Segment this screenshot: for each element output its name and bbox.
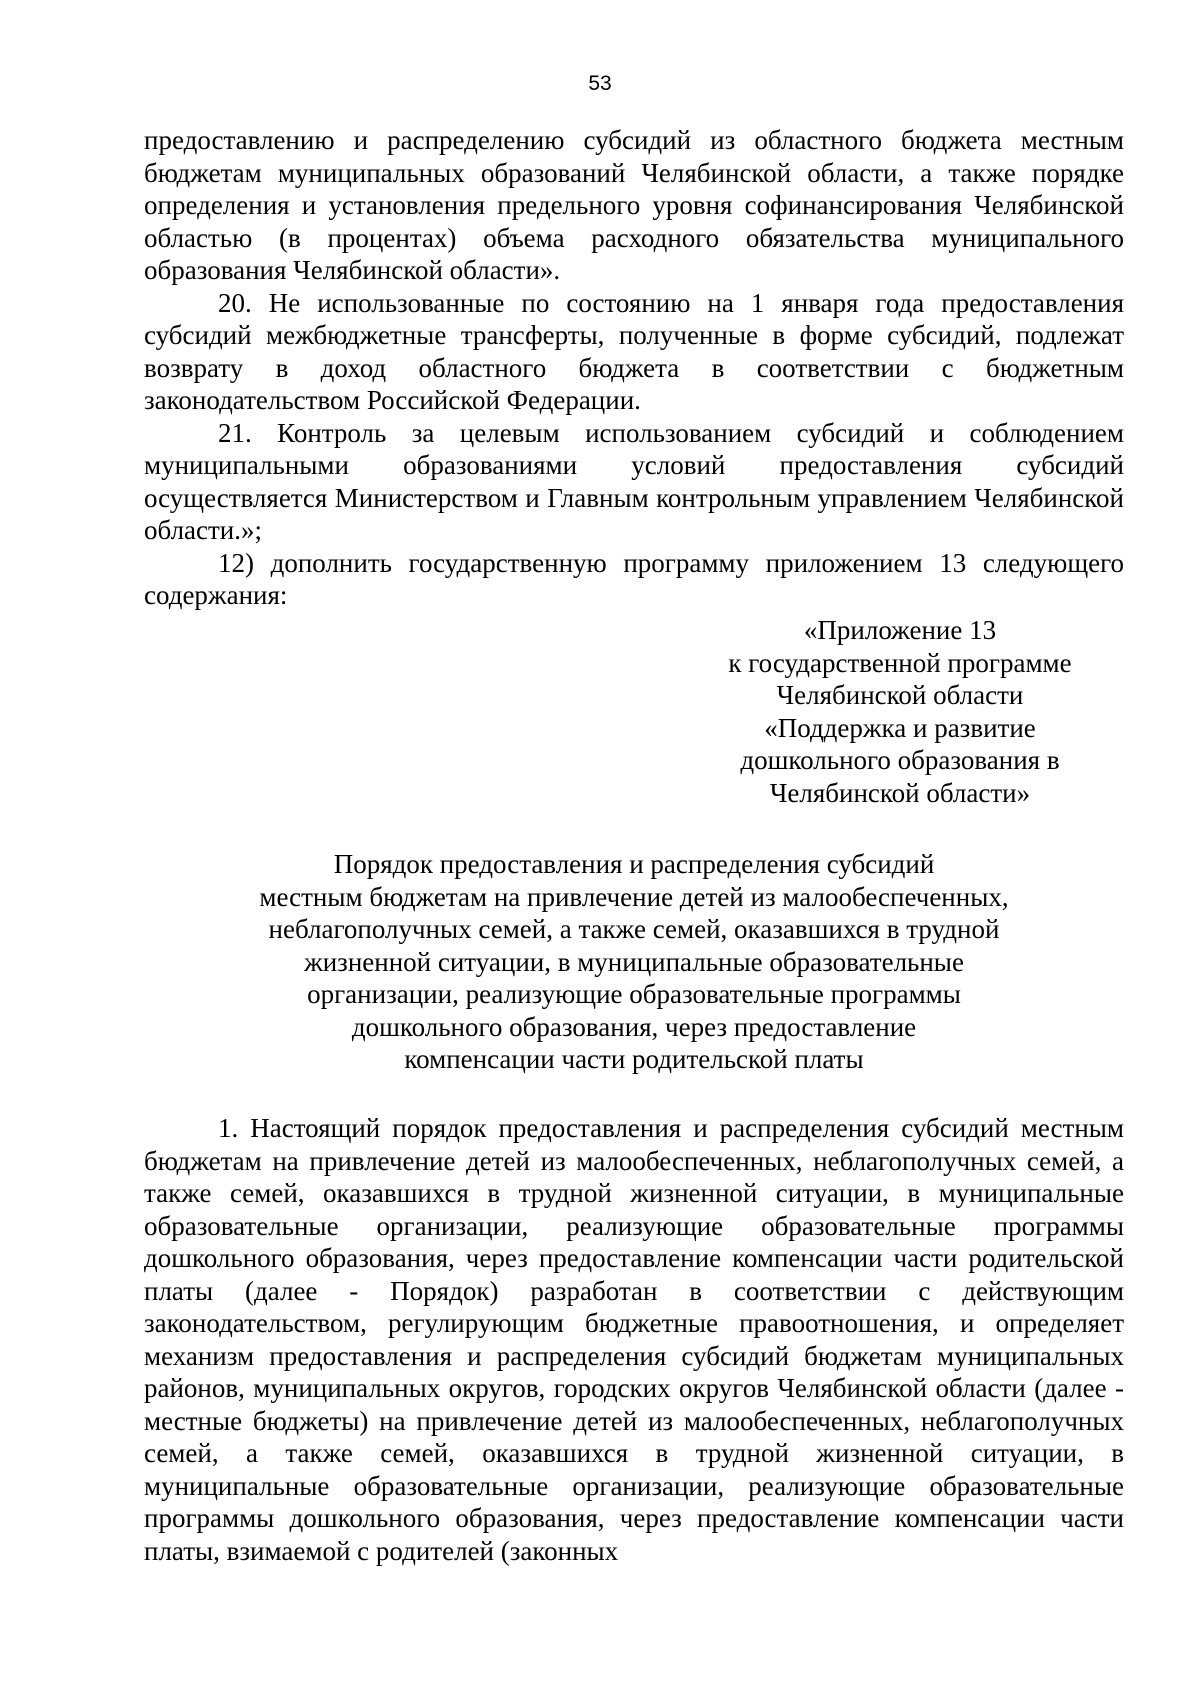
appendix-line: Челябинской области (776, 680, 1024, 710)
title-line: неблагополучных семей, а также семей, оказавшихся в трудной (268, 914, 1000, 944)
paragraph-item-1: 1. Настоящий порядок предоставления и распределения субсидий местным бюджетам на привлечение детей из малообеспеченных, неблагополучных семей, а также семей, оказавшихся в трудной жизненной ситуации, в муниципальные образовательные организации, реализующие образовательные программы дошкольного образования, через предоставление компенсации части родительской платы (далее - Порядок) разработан в соответствии с действующим законодательством, регулирующим бюджетные правоотношения, и определяет механизм предоставления и распределения субсидий бюджетам муниципальных районов, муниципальных округов, городских округов Челябинской области (далее - местные бюджеты) на привлечение детей из малообеспеченных, неблагополучных семей, а также семей, оказавшихся в трудной жизненной ситуации, в муниципальные образовательные организации, реализующие образовательные программы дошкольного образования, через предоставление компенсации части платы, взимаемой с родителей (законных (144, 1113, 1124, 1566)
title-line: Порядок предоставления и распределения субсидий (333, 849, 935, 879)
body-text-top (144, 124, 1124, 612)
appendix-line: «Приложение 13 (803, 615, 997, 645)
page-number: 53 (588, 72, 612, 95)
appendix-header (700, 614, 1100, 809)
paragraph-item-12: 12) дополнить государственную программу приложением 13 следующего содержания: (144, 547, 1124, 610)
body-text-main (144, 1112, 1124, 1567)
appendix-line: Челябинской области» (769, 777, 1031, 808)
appendix-line: дошкольного образования в (740, 745, 1060, 775)
paragraph-continuation: предоставлению и распределению субсидий из областного бюджета местным бюджетам муниципальных образований Челябинской области, а также порядке определения и установления предельного уровня софинансирования Челябинской областью (в процентах) объема расходного обязательства муниципального образования Челябинской области». (144, 125, 1124, 285)
paragraph-item-21: 21. Контроль за целевым использованием субсидий и соблюдением муниципальными образованиями условий предоставления субсидий осуществляется Министерством и Главным контрольным управлением Челябинской области.»; (144, 417, 1124, 545)
title-line: организации, реализующие образовательные программы (307, 979, 961, 1009)
title-line: компенсации части родительской платы (404, 1044, 864, 1074)
document-title (144, 848, 1124, 1076)
title-line: местным бюджетам на привлечение детей из малообеспеченных, (259, 881, 1009, 912)
title-line: жизненной ситуации, в муниципальные образовательные (304, 946, 964, 977)
appendix-line: к государственной программе (728, 647, 1072, 678)
title-line: дошкольного образования, через предоставление (351, 1011, 917, 1042)
paragraph-item-20: 20. Не использованные по состоянию на 1 января года предоставления субсидий межбюджетные трансферты, полученные в форме субсидий, подлежат возврату в доход областного бюджета в соответствии с бюджетным законодательством Российской Федерации. (144, 287, 1124, 415)
appendix-line: «Поддержка и развитие (764, 712, 1036, 743)
